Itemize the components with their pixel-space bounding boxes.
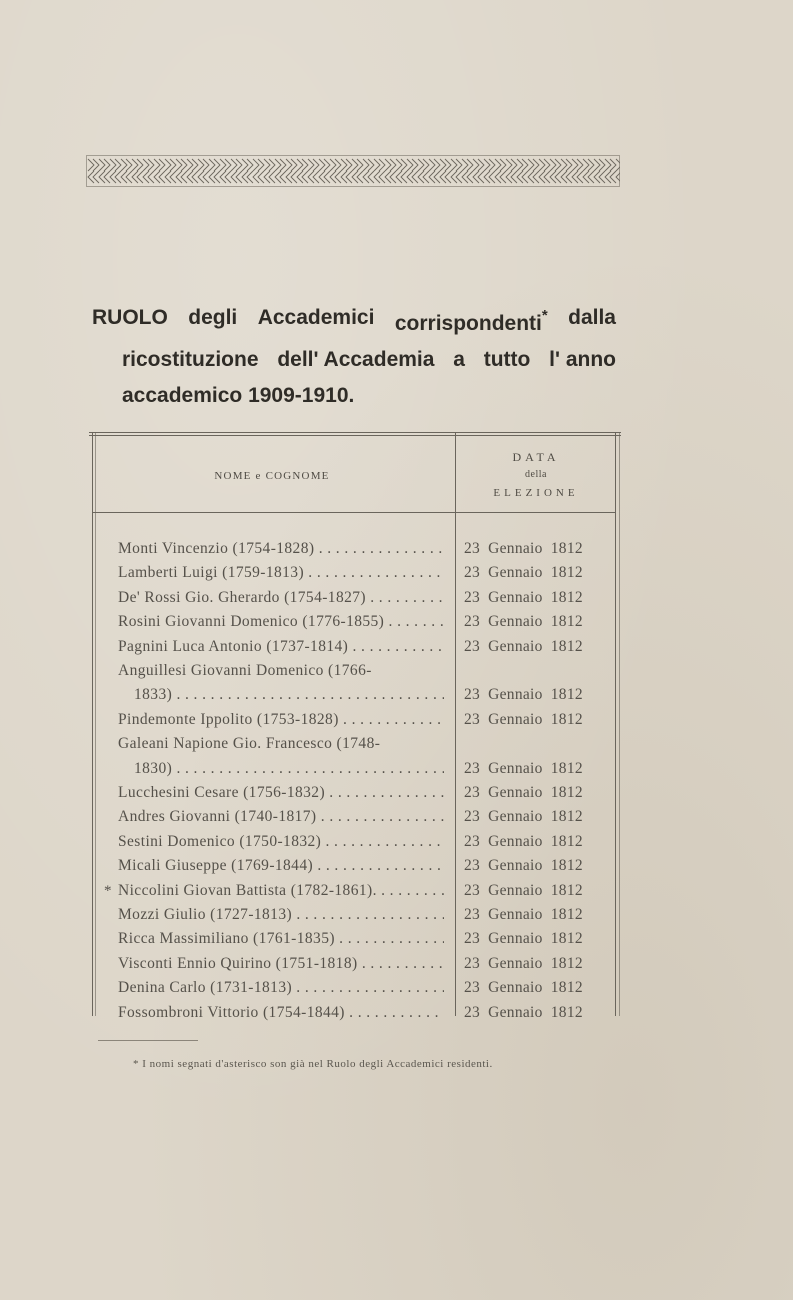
date-day: 23 — [464, 710, 481, 728]
election-date — [464, 586, 614, 610]
date-year: 1812 — [550, 564, 583, 582]
date-day: 23 — [464, 588, 481, 606]
title-word: l' anno — [549, 348, 616, 371]
date-day: 23 — [464, 906, 481, 923]
date-year: 1812 — [550, 832, 583, 850]
member-name: Rosini Giovanni Domenico (1776-1855) . . . — [118, 610, 444, 634]
date-year: 1812 — [550, 784, 583, 801]
member-name: Andres Giovanni (1740-1817) . . . — [118, 805, 444, 829]
date-month: Gennaio — [488, 881, 543, 899]
election-date — [464, 976, 614, 1000]
date-day: 23 — [464, 1003, 481, 1021]
date-day: 23 — [464, 637, 481, 655]
date-month: Gennaio — [488, 588, 543, 606]
date-year: 1812 — [550, 686, 583, 704]
election-date — [464, 830, 614, 854]
title-word: corrispondenti* — [394, 307, 548, 335]
election-date — [464, 781, 614, 805]
asterisk-marker: * — [104, 882, 112, 899]
member-name: De' Rossi Gio. Gherardo (1754-1827) . . . — [118, 586, 444, 610]
date-day: 23 — [464, 954, 481, 972]
date-month: Gennaio — [488, 1003, 543, 1021]
date-month: Gennaio — [488, 686, 543, 704]
date-day: 23 — [464, 540, 481, 557]
title-word: tutto — [483, 348, 531, 371]
footnote-divider — [98, 1040, 198, 1041]
date-month: Gennaio — [488, 759, 543, 777]
title-word: RUOLO — [92, 306, 168, 329]
election-date — [464, 537, 614, 561]
date-day: 23 — [464, 857, 481, 875]
date-month: Gennaio — [488, 710, 543, 728]
footnote: * I nomi segnati d'asterisco son già nel Ruolo degli Accademici residenti. — [133, 1058, 493, 1070]
date-day: 23 — [464, 930, 481, 948]
title-word: ricostituzione — [122, 348, 259, 371]
date-year: 1812 — [550, 613, 583, 631]
election-date — [464, 683, 614, 707]
date-day: 23 — [464, 979, 481, 997]
election-date — [464, 952, 614, 976]
date-year: 1812 — [550, 808, 583, 826]
member-name: Galeani Napione Gio. Francesco (1748- — [118, 735, 381, 753]
member-name: Micali Giuseppe (1769-1844) . . . — [118, 854, 444, 878]
date-month: Gennaio — [488, 906, 543, 923]
date-year: 1812 — [550, 906, 583, 923]
election-date — [464, 805, 614, 829]
date-year: 1812 — [550, 979, 583, 997]
date-year: 1812 — [550, 1003, 583, 1021]
date-month: Gennaio — [488, 564, 543, 582]
date-year: 1812 — [550, 857, 583, 875]
member-name: Denina Carlo (1731-1813) . . . — [118, 976, 444, 1000]
title-asterisk: * — [541, 307, 548, 324]
election-date — [464, 708, 614, 732]
member-name-continuation: 1833) . . . — [134, 683, 444, 707]
member-name: Monti Vincenzio (1754-1828) . . . — [118, 537, 444, 561]
member-name: Mozzi Giulio (1727-1813) . . . — [118, 903, 444, 927]
election-date — [464, 610, 614, 634]
date-day: 23 — [464, 881, 481, 899]
member-name-continuation: 1830) . . . — [134, 757, 444, 781]
header-date-line: ELEZIONE — [493, 487, 579, 499]
election-date — [464, 927, 614, 951]
election-date — [464, 903, 614, 927]
title-word: Accademici — [257, 306, 375, 329]
date-month: Gennaio — [488, 979, 543, 997]
date-month: Gennaio — [488, 857, 543, 875]
date-day: 23 — [464, 564, 481, 582]
election-date — [464, 1001, 614, 1025]
date-month: Gennaio — [488, 637, 543, 655]
election-date — [464, 854, 614, 878]
date-year: 1812 — [550, 588, 583, 606]
date-day: 23 — [464, 784, 481, 801]
date-month: Gennaio — [488, 540, 543, 557]
member-name: Ricca Massimiliano (1761-1835) . . . — [118, 927, 444, 951]
title-word: dell' Accademia — [277, 348, 435, 371]
election-date — [464, 561, 614, 585]
date-month: Gennaio — [488, 784, 543, 801]
date-day: 23 — [464, 759, 481, 777]
date-day: 23 — [464, 832, 481, 850]
title-line-3: accademico 1909-1910. — [122, 384, 355, 407]
member-name: Lucchesini Cesare (1756-1832) . . . — [118, 781, 444, 805]
member-name: Anguillesi Giovanni Domenico (1766- — [118, 662, 372, 679]
title-word: dalla — [568, 306, 616, 329]
date-year: 1812 — [550, 637, 583, 655]
member-name: Niccolini Giovan Battista (1782-1861). . . . — [118, 879, 444, 903]
date-month: Gennaio — [488, 954, 543, 972]
column-header-name: NOME e COGNOME — [214, 470, 330, 482]
date-year: 1812 — [550, 759, 583, 777]
header-date-line: DATA — [512, 450, 560, 464]
date-month: Gennaio — [488, 930, 543, 948]
member-name: Lamberti Luigi (1759-1813) . . . — [118, 561, 444, 585]
date-day: 23 — [464, 808, 481, 826]
date-day: 23 — [464, 686, 481, 704]
member-name: Sestini Domenico (1750-1832) . . . — [118, 830, 444, 854]
date-month: Gennaio — [488, 832, 543, 850]
date-year: 1812 — [550, 710, 583, 728]
election-date — [464, 635, 614, 659]
member-name: Fossombroni Vittorio (1754-1844) . . . — [118, 1001, 444, 1025]
election-date — [464, 879, 614, 903]
date-year: 1812 — [550, 954, 583, 972]
election-date — [464, 757, 614, 781]
member-name: Visconti Ennio Quirino (1751-1818) . . . — [118, 952, 444, 976]
member-name: Pagnini Luca Antonio (1737-1814) . . . — [118, 635, 444, 659]
date-month: Gennaio — [488, 808, 543, 826]
member-name: Pindemonte Ippolito (1753-1828) . . . — [118, 708, 444, 732]
date-year: 1812 — [550, 540, 583, 557]
title-word: degli — [188, 306, 238, 329]
title-word: a — [453, 348, 465, 371]
date-day: 23 — [464, 613, 481, 631]
date-month: Gennaio — [488, 613, 543, 631]
date-year: 1812 — [550, 930, 583, 948]
date-year: 1812 — [550, 881, 583, 899]
header-date-line: della — [525, 469, 547, 480]
